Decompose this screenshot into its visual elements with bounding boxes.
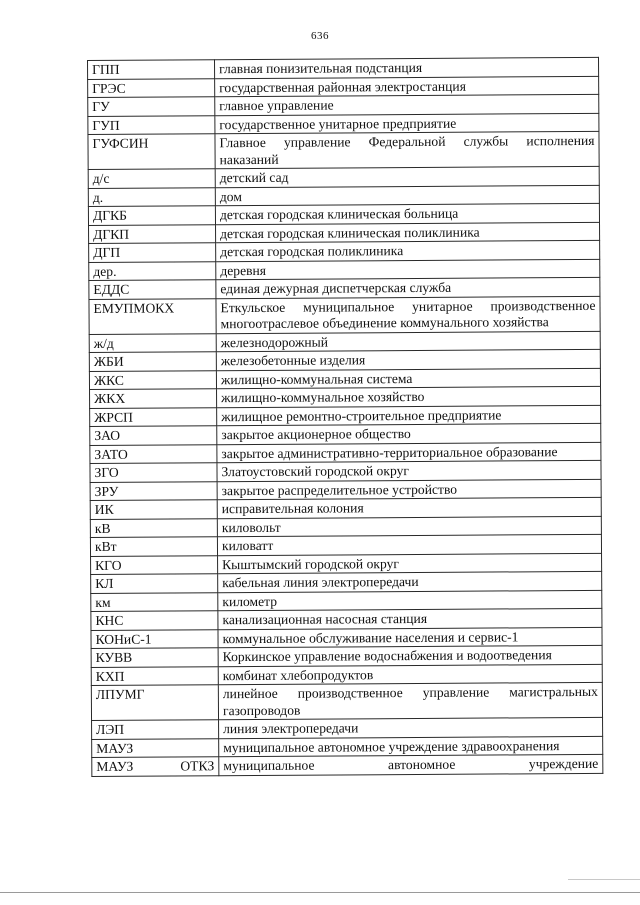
abbreviation-cell: МАУЗ [92,738,219,757]
definition-cell: киловольт [217,516,601,537]
abbreviation-cell: ГУП [88,115,215,134]
abbreviations-table-body [88,57,603,776]
definition-cell: деревня [216,259,600,280]
definition-cell: детская городская клиническая поликлиника [216,222,600,243]
definition-cell: киловатт [217,534,601,555]
definition-cell: жилищное ремонтно-строительное предприятие [217,405,601,426]
abbreviation-cell: ЕДДС [89,280,216,299]
table-row [92,736,603,758]
definition-cell: линейное производственное управление магистральных газопроводов [218,682,602,719]
abbreviation-cell: ЗГО [90,463,217,482]
abbreviation-cell: ЕМУПМОКХ [89,298,216,334]
definition-cell: единая дежурная диспетчерская служба [216,277,600,298]
abbreviation-cell: КГО [91,555,218,574]
abbreviation-cell: ИК [90,500,217,519]
definition-cell: железнодорожный [216,331,600,352]
abbreviation-cell: ЛПУМГ [91,685,218,721]
abbreviation-cell: кВт [90,537,217,556]
definition-cell: детская городская клиническая больница [215,203,599,224]
abbreviation-cell: ДГКБ [88,206,215,225]
definition-cell: государственное унитарное предприятие [215,113,599,134]
table-row [91,682,602,720]
abbreviations-table [87,57,603,777]
definition-cell: канализационная насосная станция [218,608,602,629]
table-row [89,296,600,334]
abbreviation-cell: ЖКС [89,370,216,389]
abbreviation-cell: ЖБИ [89,352,216,371]
definition-cell: детская городская поликлиника [216,240,600,261]
abbreviation-cell: ЖРСП [90,407,217,426]
definition-cell: закрытое акционерное общество [217,423,601,444]
definition-cell: муниципальное автономное учреждение [219,754,603,775]
definition-cell: детский сад [215,166,599,187]
abbreviation-cell: КЛ [91,574,218,593]
abbreviation-cell: д. [88,187,215,206]
abbreviation-cell: дер. [89,261,216,280]
abbreviation-cell: КХП [91,666,218,685]
definition-cell: коммунальное обслуживание населения и сервис-1 [218,627,602,648]
definition-cell: Еткульское муниципальное унитарное производственное многоотраслевое объединение коммунального хозяйства [216,296,600,333]
abbreviation-cell: кВ [90,518,217,537]
definition-cell: линия электропередачи [219,717,603,738]
abbreviation-cell: д/с [88,169,215,188]
definition-cell: кабельная линия электропередачи [218,571,602,592]
abbreviation-cell: ГУ [88,97,215,116]
definition-cell: комбинат хлебопродуктов [218,664,602,685]
definition-cell: километр [218,590,602,611]
definition-cell: жилищно-коммунальное хозяйство [217,386,601,407]
abbreviation-cell: ДГП [89,243,216,262]
page-number: 636 [311,30,329,42]
abbreviation-cell: ЖКХ [90,389,217,408]
abbreviation-cell: ЛЭП [92,720,219,739]
table-row [90,442,601,464]
definition-cell: закрытое административно-территориальное образование [217,442,601,463]
definition-cell: Коркинское управление водоснабжения и водоотведения [218,645,602,666]
definition-cell: главное управление [215,94,599,115]
definition-cell: государственная районная электростанция [215,76,599,97]
abbreviation-cell: ДГКП [89,224,216,243]
abbreviation-cell: КНС [91,611,218,630]
abbreviation-cell: КУВВ [91,648,218,667]
abbreviation-cell: км [91,592,218,611]
abbreviation-cell: ГПП [88,60,215,79]
scan-edge-line [0,892,640,893]
abbreviation-cell: ЗАТО [90,444,217,463]
abbreviation-cell: ЗАО [90,426,217,445]
scan-edge-mark [568,879,640,880]
abbreviation-cell: ЗРУ [90,481,217,500]
definition-cell: дом [215,185,599,206]
definition-cell: Златоустовский городской округ [217,460,601,481]
definition-cell: муниципальное автономное учреждение здравоохранения [219,736,603,757]
table-row [92,754,603,776]
definition-cell: жилищно-коммунальная система [216,368,600,389]
definition-cell: закрытое распределительное устройство [217,479,601,500]
abbreviation-cell: МАУЗ ОТКЗ [92,757,219,776]
definition-cell: Главное управление Федеральной службы исполнения наказаний [215,131,599,168]
abbreviation-cell: ГРЭС [88,78,215,97]
abbreviation-cell: ж/д [89,333,216,352]
abbreviation-cell: КОНиС-1 [91,629,218,648]
abbreviation-cell: ГУФСИН [88,134,215,170]
definition-cell: железобетонные изделия [216,349,600,370]
table-row [88,131,599,169]
definition-cell: исправительная колония [217,497,601,518]
table-row [91,645,602,667]
definition-cell: Кыштымский городской округ [218,553,602,574]
definition-cell: главная понизительная подстанция [215,57,599,78]
